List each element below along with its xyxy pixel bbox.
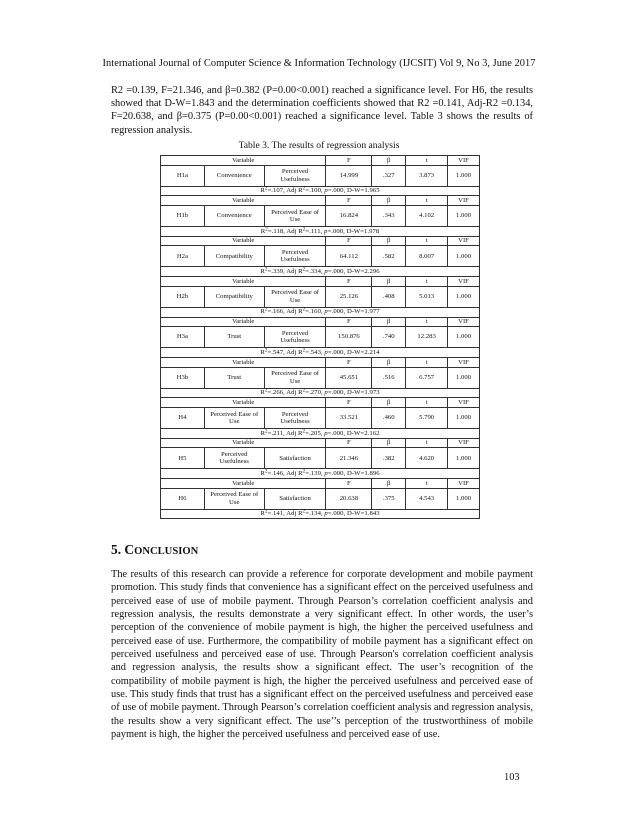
superscript-two: 2	[265, 227, 268, 233]
header-vif: VIF	[448, 398, 480, 408]
regression-table	[160, 155, 480, 519]
header-beta: β	[372, 156, 406, 166]
header-beta: β	[372, 398, 406, 408]
model-stats-row	[161, 428, 480, 438]
independent-variable-cell: Convenience	[204, 206, 264, 227]
header-vif: VIF	[448, 236, 480, 246]
superscript-two: 2	[302, 186, 306, 192]
hypothesis-cell: H3b	[161, 367, 205, 388]
section-rest: ONCLUSION	[134, 546, 199, 557]
superscript-two: 2	[302, 307, 306, 313]
model-stats-row	[161, 509, 480, 519]
table-header-row	[161, 236, 480, 246]
section-number: 5.	[111, 542, 122, 557]
header-beta: β	[372, 236, 406, 246]
vif-value-cell: 1.000	[448, 448, 480, 469]
dependent-variable-cell: Perceived Usefulness	[264, 327, 326, 348]
superscript-two: 2	[302, 348, 306, 354]
hypothesis-cell: H4	[161, 407, 205, 428]
t-value-cell: 5.013	[406, 286, 448, 307]
f-value-cell: 16.824	[326, 206, 372, 227]
journal-header: International Journal of Computer Science & Information Technology (IJCSIT) Vol 9, No 3, June 2017	[102, 58, 536, 69]
hypothesis-cell: H5	[161, 448, 205, 469]
t-value-cell: 4.543	[406, 488, 448, 509]
superscript-two: 2	[264, 388, 268, 394]
header-t: t	[406, 236, 448, 246]
header-t: t	[406, 277, 448, 287]
header-t: t	[406, 156, 448, 166]
vif-value-cell: 1.000	[448, 488, 480, 509]
t-value-cell: 6.757	[406, 367, 448, 388]
independent-variable-cell: Perceived Usefulness	[204, 448, 264, 469]
superscript-two: 2	[265, 429, 268, 435]
superscript-two: 2	[302, 429, 306, 435]
header-variable: Variable	[161, 196, 326, 206]
header-t: t	[406, 438, 448, 448]
hypothesis-cell: H6	[161, 488, 205, 509]
independent-variable-cell: Compatibility	[204, 246, 264, 267]
vif-value-cell: 1.000	[448, 206, 480, 227]
header-variable: Variable	[161, 479, 326, 489]
superscript-two: 2	[264, 267, 268, 273]
superscript-two: 2	[302, 267, 306, 273]
f-value-cell: 21.346	[326, 448, 372, 469]
header-f: F	[326, 438, 372, 448]
superscript-two: 2	[264, 469, 268, 475]
model-stats-cell: $R^2=.141$, Adj $R^2=.134$, p=.000, D-W=1.843	[161, 509, 480, 519]
beta-value-cell: .408	[372, 286, 406, 307]
p-symbol: p	[324, 389, 328, 397]
header-t: t	[406, 196, 448, 206]
superscript-two: 2	[264, 307, 268, 313]
model-stats-cell: $R^2=.146$, Adj $R^2=.139$, p=.000, D-W=1.896	[161, 469, 480, 479]
superscript-two: 2	[302, 227, 306, 233]
hypothesis-cell: H2a	[161, 246, 205, 267]
vif-value-cell: 1.000	[448, 246, 480, 267]
hypothesis-cell: H2b	[161, 286, 205, 307]
table-header-row	[161, 196, 480, 206]
dependent-variable-cell: Perceived Ease of Use	[264, 367, 326, 388]
model-stats-cell: $R^2=.339$, Adj $R^2=.334$, p=.000, D-W=2.296	[161, 267, 480, 277]
t-value-cell: 12.283	[406, 327, 448, 348]
header-variable: Variable	[161, 236, 326, 246]
f-value-cell: 64.112	[326, 246, 372, 267]
model-stats-row	[161, 469, 480, 479]
table-row	[161, 448, 480, 469]
independent-variable-cell: Perceived Ease of Use	[204, 407, 264, 428]
table-header-row	[161, 156, 480, 166]
model-stats-cell: $R^2=.547$, Adj $R^2=.543$, p=.000, D-W=2.214	[161, 348, 480, 358]
header-beta: β	[372, 438, 406, 448]
beta-value-cell: .740	[372, 327, 406, 348]
superscript-two: 2	[264, 348, 268, 354]
p-symbol: p	[324, 348, 328, 356]
header-t: t	[406, 398, 448, 408]
beta-value-cell: .343	[372, 206, 406, 227]
t-value-cell: 8.007	[406, 246, 448, 267]
independent-variable-cell: Trust	[204, 367, 264, 388]
header-beta: β	[372, 479, 406, 489]
header-beta: β	[372, 357, 406, 367]
table-row	[161, 367, 480, 388]
hypothesis-cell: H1b	[161, 206, 205, 227]
header-f: F	[326, 398, 372, 408]
superscript-two: 2	[302, 388, 306, 394]
header-beta: β	[372, 196, 406, 206]
header-t: t	[406, 357, 448, 367]
table-row	[161, 246, 480, 267]
model-stats-cell: $R^2=.107$, Adj $R^2=.100$, p=.000, D-W=1.965	[161, 186, 480, 196]
table-row	[161, 488, 480, 509]
vif-value-cell: 1.000	[448, 327, 480, 348]
superscript-two: 2	[302, 509, 306, 515]
f-value-cell: 14.999	[326, 165, 372, 186]
dependent-variable-cell: Perceived Ease of Use	[264, 206, 326, 227]
p-symbol: p	[324, 469, 328, 477]
header-beta: β	[372, 277, 406, 287]
header-variable: Variable	[161, 317, 326, 327]
page-number: 103	[504, 772, 520, 783]
independent-variable-cell: Convenience	[204, 165, 264, 186]
intro-paragraph: R2 =0.139, F=21.346, and β=0.382 (P=0.00<0.001) reached a significance level. For H6, the results showed that D-W=1.843 and the determination coefficients showed that R2 =0.141, Adj-R2 =0.134, F=20.638, and β=0.375 (P=0.00<0.001) reached a significance level. Table 3 shows the results of regression analysis.	[111, 85, 533, 136]
header-f: F	[326, 317, 372, 327]
header-vif: VIF	[448, 156, 480, 166]
header-vif: VIF	[448, 357, 480, 367]
independent-variable-cell: Compatibility	[204, 286, 264, 307]
table-header-row	[161, 398, 480, 408]
table-header-row	[161, 317, 480, 327]
beta-value-cell: .460	[372, 407, 406, 428]
header-f: F	[326, 236, 372, 246]
table-header-row	[161, 479, 480, 489]
header-t: t	[406, 479, 448, 489]
table-header-row	[161, 277, 480, 287]
dependent-variable-cell: Perceived Ease of Use	[264, 286, 326, 307]
beta-value-cell: .382	[372, 448, 406, 469]
header-vif: VIF	[448, 317, 480, 327]
f-value-cell: 45.651	[326, 367, 372, 388]
header-f: F	[326, 277, 372, 287]
model-stats-row	[161, 227, 480, 237]
hypothesis-cell: H3a	[161, 327, 205, 348]
table-row	[161, 286, 480, 307]
dependent-variable-cell: Perceived Usefulness	[264, 407, 326, 428]
header-variable: Variable	[161, 277, 326, 287]
model-stats-cell: $R^2=.266$, Adj $R^2=.270$, p=.000, D-W=1.973	[161, 388, 480, 398]
header-f: F	[326, 196, 372, 206]
header-vif: VIF	[448, 277, 480, 287]
f-value-cell: 150.876	[326, 327, 372, 348]
beta-value-cell: .375	[372, 488, 406, 509]
p-symbol: p	[324, 227, 328, 235]
p-symbol: p	[324, 187, 328, 195]
t-value-cell: 5.790	[406, 407, 448, 428]
dependent-variable-cell: Perceived Usefulness	[264, 246, 326, 267]
t-value-cell: 3.873	[406, 165, 448, 186]
dependent-variable-cell: Perceived Usefulness	[264, 165, 326, 186]
header-vif: VIF	[448, 196, 480, 206]
table-header-row	[161, 357, 480, 367]
table-row	[161, 327, 480, 348]
p-symbol: p	[324, 268, 328, 276]
beta-value-cell: .327	[372, 165, 406, 186]
vif-value-cell: 1.000	[448, 286, 480, 307]
superscript-two: 2	[264, 509, 268, 515]
dependent-variable-cell: Satisfaction	[264, 448, 326, 469]
header-variable: Variable	[161, 156, 326, 166]
table-header-row	[161, 438, 480, 448]
f-value-cell: 20.638	[326, 488, 372, 509]
table-row	[161, 407, 480, 428]
header-variable: Variable	[161, 398, 326, 408]
model-stats-cell: $R^2=.211$, Adj $R^2=.205$, p=.000, D-W=2.162	[161, 428, 480, 438]
header-variable: Variable	[161, 357, 326, 367]
f-value-cell: 25.126	[326, 286, 372, 307]
vif-value-cell: 1.000	[448, 165, 480, 186]
header-f: F	[326, 479, 372, 489]
model-stats-row	[161, 186, 480, 196]
model-stats-cell: $R^2=.166$, Adj $R^2=.160$, p=.000, D-W=1.977	[161, 307, 480, 317]
superscript-two: 2	[302, 469, 306, 475]
conclusion-paragraph: The results of this research can provide a reference for corporate development and mobile payment promotion. This study finds that convenience has a significant effect on the perceived usefulness and perceived ease of use of mobile payment. Through Pearson’s correlation coefficient analysis and regression analysis, the results demonstrate a very significant effect. In other words, the user’s perception of the convenience of mobile payment is high, the higher the perceived usefulness and perceived ease of use. Furthermore, the compatibility of mobile payment has a significant effect on perceived usefulness and perceived ease of use. Through Pearson's correlation coefficient analysis and regression analysis, the results show a significant effect. The user’s recognition of the compatibility of mobile payment is high, the higher the perceived usefulness and perceived ease of use. This study finds that trust has a significant effect on the perceived usefulness and perceived ease of use of mobile payment. Through Pearson’s correlation coefficient analysis and regression analysis, the results show a very significant effect. The use’’s perception of the trustworthiness of mobile payment is high, the higher the perceived usefulness and perceived ease of use.	[111, 569, 533, 741]
model-stats-cell: $R^2=.118$, Adj $R^2=.111$, p=.000, D-W=1.978	[161, 227, 480, 237]
model-stats-row	[161, 267, 480, 277]
table-caption: Table 3. The results of regression analysis	[238, 140, 400, 151]
table-row	[161, 165, 480, 186]
superscript-two: 2	[264, 186, 268, 192]
dependent-variable-cell: Satisfaction	[264, 488, 326, 509]
f-value-cell: 33.521	[326, 407, 372, 428]
beta-value-cell: .516	[372, 367, 406, 388]
section-heading	[111, 542, 198, 558]
header-f: F	[326, 357, 372, 367]
header-f: F	[326, 156, 372, 166]
header-vif: VIF	[448, 438, 480, 448]
hypothesis-cell: H1a	[161, 165, 205, 186]
independent-variable-cell: Perceived Ease of Use	[204, 488, 264, 509]
beta-value-cell: .582	[372, 246, 406, 267]
section-initial: C	[124, 542, 135, 557]
model-stats-row	[161, 388, 480, 398]
model-stats-row	[161, 307, 480, 317]
header-variable: Variable	[161, 438, 326, 448]
header-beta: β	[372, 317, 406, 327]
model-stats-row	[161, 348, 480, 358]
independent-variable-cell: Trust	[204, 327, 264, 348]
header-vif: VIF	[448, 479, 480, 489]
p-symbol: p	[324, 429, 328, 437]
p-symbol: p	[324, 510, 328, 518]
t-value-cell: 4.620	[406, 448, 448, 469]
vif-value-cell: 1.000	[448, 367, 480, 388]
t-value-cell: 4.102	[406, 206, 448, 227]
p-symbol: p	[324, 308, 328, 316]
header-t: t	[406, 317, 448, 327]
vif-value-cell: 1.000	[448, 407, 480, 428]
table-row	[161, 206, 480, 227]
